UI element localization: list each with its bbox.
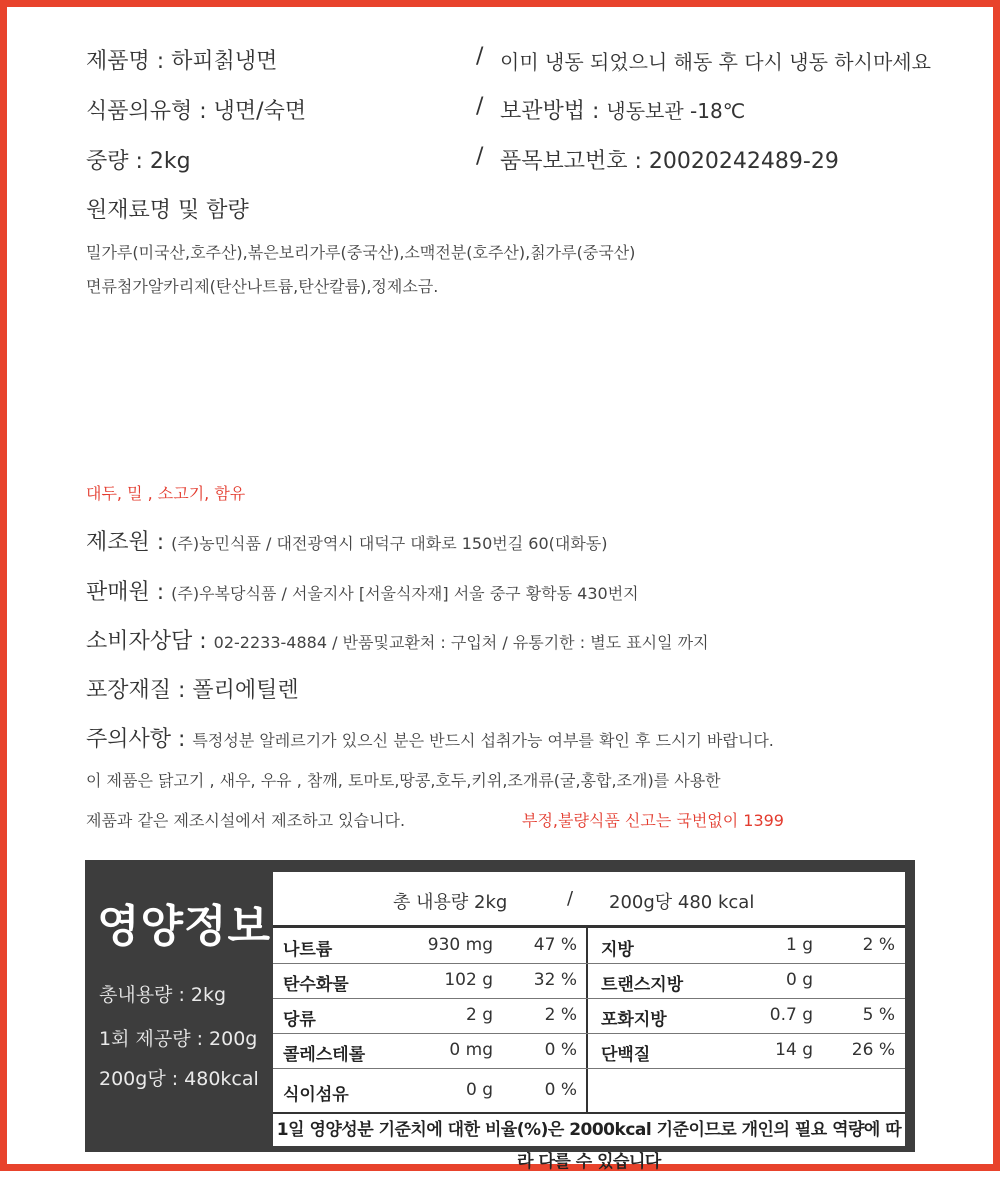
nutrient-amount: 102 g (444, 970, 493, 990)
divider-slash: / (476, 94, 484, 119)
weight-line (86, 144, 191, 175)
nutrient-amount: 0.7 g (769, 1005, 813, 1025)
report-number-label: 품목보고번호 : (500, 149, 649, 174)
packaging-line (86, 673, 299, 704)
report-number-line (500, 144, 839, 175)
facility-line-1: 이 제품은 닭고기 , 새우, 우유 , 참깨, 토마토,땅콩,호두,키위,조개류(굴,홍합,조개)를 사용한 (86, 771, 721, 790)
kcal-per-serving-label: 200g당 : 480kcal (99, 1068, 259, 1090)
storage-label: 보관방법 : (500, 99, 607, 124)
report-notice: 부정,불량식품 신고는 국번없이 1399 (522, 811, 784, 830)
seller-value: (주)우복당식품 / 서울지사 [서울식자재] 서울 중구 황학동 430번지 (171, 584, 639, 603)
nutrient-row-saturated-fat (273, 998, 905, 1033)
allergen-notice: 대두, 밀 , 소고기, 함유 (86, 484, 246, 503)
storage-value: 냉동보관 -18℃ (606, 99, 746, 123)
nutrition-title: 영양정보 (97, 901, 272, 952)
product-name-line (86, 44, 277, 75)
nutrient-amount: 0 mg (449, 1040, 493, 1060)
nutrient-percent: 5 % (862, 1005, 895, 1025)
nutrient-row-protein (273, 1033, 905, 1068)
caution-value: 특정성분 알레르기가 있으신 분은 반드시 섭취가능 여부를 확인 후 드시기 바랍니다. (192, 731, 774, 750)
nutrient-name: 나트륨 (283, 940, 333, 960)
nutrient-row-fat (273, 928, 905, 963)
nutrient-percent: 2 % (862, 935, 895, 955)
nutrient-name: 콜레스테롤 (283, 1045, 366, 1065)
report-number-value: 20020242489-29 (648, 149, 839, 174)
nutrient-amount: 930 mg (427, 935, 493, 955)
nutrient-percent: 47 % (533, 935, 577, 955)
serving-size-label: 1회 제공량 : 200g (99, 1028, 258, 1050)
header-total: 총 내용량 2kg (393, 892, 508, 913)
nutrient-name: 탄수화물 (283, 975, 349, 995)
nutrient-name: 식이섬유 (283, 1085, 349, 1105)
food-type-label: 식품의유형 : (86, 99, 214, 124)
maker-value: (주)농민식품 / 대전광역시 대덕구 대화로 150번길 60(대화동) (171, 534, 608, 553)
nutrient-name: 트랜스지방 (601, 975, 684, 995)
consumer-line (86, 624, 709, 655)
total-amount-label: 총내용량 : 2kg (99, 984, 227, 1006)
seller-label: 판매원 : (86, 580, 172, 605)
nutrient-amount: 2 g (465, 1005, 493, 1025)
food-type-line (86, 94, 306, 125)
nutrient-row-fiber (273, 1073, 905, 1108)
storage-line (500, 94, 745, 125)
consumer-label: 소비자상담 : (86, 629, 214, 654)
weight-label: 중량 : (86, 149, 150, 174)
nutrition-footnote: 1일 영양성분 기준치에 대한 비율(%)은 2000kcal 기준이므로 개인의 필요 역량에 따라 다를 수 있습니다 (273, 1112, 905, 1146)
maker-line (86, 525, 608, 556)
product-name-label: 제품명 : (86, 49, 172, 74)
packaging-label: 포장재질 : (86, 678, 193, 703)
ingredients-line-2: 면류첨가알카리제(탄산나트륨,탄산칼륨),정제소금. (86, 277, 439, 296)
weight-value: 2kg (149, 149, 191, 174)
facility-line-2: 제품과 같은 제조시설에서 제조하고 있습니다. (86, 811, 406, 830)
divider-slash: / (476, 44, 484, 69)
food-type-value: 냉면/숙면 (213, 99, 307, 124)
product-name-value: 하피칡냉면 (171, 49, 278, 74)
row-divider (273, 1068, 905, 1069)
caution-label: 주의사항 : (86, 727, 193, 752)
refreeze-note: 이미 냉동 되었으니 해동 후 다시 냉동 하시마세요 (500, 50, 931, 74)
nutrient-amount: 1 g (785, 935, 813, 955)
consumer-value: 02-2233-4884 / 반품및교환처 : 구입처 / 유통기한 : 별도 표시일 까지 (213, 633, 709, 652)
nutrient-percent: 2 % (544, 1005, 577, 1025)
nutrient-amount: 0 g (465, 1080, 493, 1100)
header-slash: / (567, 888, 574, 909)
nutrient-percent: 26 % (851, 1040, 895, 1060)
nutrient-amount: 0 g (785, 970, 813, 990)
seller-line (86, 575, 639, 606)
nutrient-name: 포화지방 (601, 1010, 667, 1030)
nutrition-table-header (273, 872, 905, 928)
nutrient-percent: 0 % (544, 1080, 577, 1100)
nutrient-amount: 14 g (775, 1040, 813, 1060)
nutrient-percent: 0 % (544, 1040, 577, 1060)
nutrient-name: 지방 (601, 940, 634, 960)
ingredients-title: 원재료명 및 함량 (86, 198, 249, 223)
caution-line (86, 722, 774, 753)
nutrient-name: 단백질 (601, 1045, 651, 1065)
maker-label: 제조원 : (86, 530, 172, 555)
ingredients-line-1: 밀가루(미국산,호주산),볶은보리가루(중국산),소맥전분(호주산),칡가루(중국산) (86, 243, 636, 262)
nutrient-name: 당류 (283, 1010, 316, 1030)
divider-slash: / (476, 144, 484, 169)
nutrition-panel (85, 860, 915, 1172)
header-per-serving: 200g당 480 kcal (609, 892, 755, 913)
nutrition-table (273, 872, 905, 1112)
nutrient-percent: 32 % (533, 970, 577, 990)
packaging-value: 폴리에틸렌 (192, 678, 299, 703)
nutrient-row-trans-fat (273, 963, 905, 998)
